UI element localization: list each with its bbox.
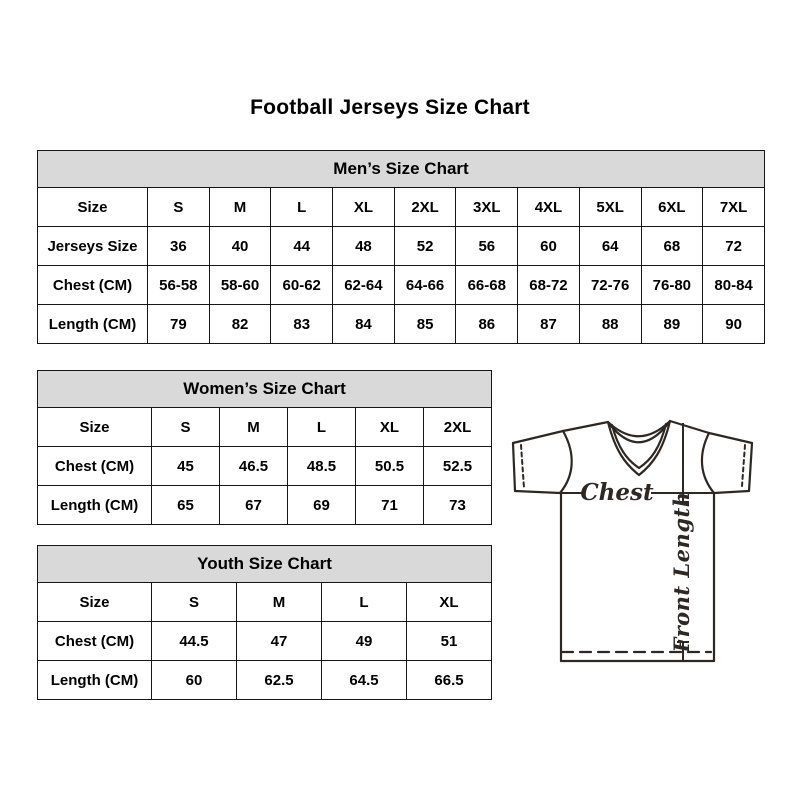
front-length-label: Front Length [669, 491, 694, 653]
col-header: XL [356, 408, 424, 447]
size-cell: 65 [152, 486, 220, 525]
size-cell: 83 [271, 305, 333, 344]
col-header: 5XL [579, 188, 641, 227]
size-cell: 45 [152, 447, 220, 486]
col-header: L [271, 188, 333, 227]
youth-table-title: Youth Size Chart [38, 546, 492, 583]
size-cell: 85 [394, 305, 456, 344]
jersey-diagram [505, 412, 767, 664]
size-cell: 52 [394, 227, 456, 266]
womens-size-chart-table [37, 370, 492, 525]
row-label: Chest (CM) [38, 447, 152, 486]
size-cell: 69 [288, 486, 356, 525]
size-cell: 80-84 [703, 266, 765, 305]
size-cell: 64.5 [322, 661, 407, 700]
col-header: 6XL [641, 188, 703, 227]
size-cell: 60 [152, 661, 237, 700]
col-header: S [152, 408, 220, 447]
table-row [38, 188, 765, 227]
chest-label: Chest [580, 479, 654, 506]
table-row [38, 305, 765, 344]
row-label: Jerseys Size [38, 227, 148, 266]
size-cell: 71 [356, 486, 424, 525]
size-cell: 49 [322, 622, 407, 661]
col-header: L [288, 408, 356, 447]
size-cell: 67 [220, 486, 288, 525]
col-header: XL [407, 583, 492, 622]
size-cell: 46.5 [220, 447, 288, 486]
size-cell: 68 [641, 227, 703, 266]
table-row [38, 408, 492, 447]
col-header: 2XL [394, 188, 456, 227]
size-cell: 64-66 [394, 266, 456, 305]
row-label: Chest (CM) [38, 622, 152, 661]
size-cell: 87 [518, 305, 580, 344]
mens-size-chart-table [37, 150, 765, 344]
mens-table-title: Men’s Size Chart [38, 151, 765, 188]
womens-table-title: Women’s Size Chart [38, 371, 492, 408]
mens-title-row [38, 151, 765, 188]
table-row [38, 447, 492, 486]
size-cell: 48 [333, 227, 395, 266]
size-cell: 82 [209, 305, 271, 344]
size-cell: 40 [209, 227, 271, 266]
page-title: Football Jerseys Size Chart [250, 96, 530, 119]
size-cell: 72 [703, 227, 765, 266]
jersey-outline [513, 421, 752, 661]
col-header: 4XL [518, 188, 580, 227]
size-cell: 90 [703, 305, 765, 344]
table-row [38, 227, 765, 266]
size-cell: 68-72 [518, 266, 580, 305]
size-cell: 73 [424, 486, 492, 525]
row-label: Length (CM) [38, 305, 148, 344]
col-header: 2XL [424, 408, 492, 447]
table-row [38, 583, 492, 622]
col-header: M [209, 188, 271, 227]
youth-title-row [38, 546, 492, 583]
col-header: 7XL [703, 188, 765, 227]
col-header: XL [333, 188, 395, 227]
size-cell: 36 [148, 227, 210, 266]
size-cell: 86 [456, 305, 518, 344]
size-cell: 47 [237, 622, 322, 661]
col-header: M [237, 583, 322, 622]
size-cell: 84 [333, 305, 395, 344]
row-label: Size [38, 188, 148, 227]
table-row [38, 486, 492, 525]
size-cell: 44 [271, 227, 333, 266]
youth-size-chart-table [37, 545, 492, 700]
col-header: L [322, 583, 407, 622]
size-cell: 79 [148, 305, 210, 344]
size-cell: 60-62 [271, 266, 333, 305]
size-cell: 62-64 [333, 266, 395, 305]
table-row [38, 266, 765, 305]
col-header: S [148, 188, 210, 227]
row-label: Length (CM) [38, 661, 152, 700]
size-cell: 51 [407, 622, 492, 661]
size-cell: 66.5 [407, 661, 492, 700]
size-cell: 64 [579, 227, 641, 266]
size-cell: 60 [518, 227, 580, 266]
size-cell: 56-58 [148, 266, 210, 305]
size-cell: 56 [456, 227, 518, 266]
size-cell: 76-80 [641, 266, 703, 305]
table-row [38, 661, 492, 700]
size-cell: 52.5 [424, 447, 492, 486]
size-cell: 44.5 [152, 622, 237, 661]
row-label: Length (CM) [38, 486, 152, 525]
size-cell: 66-68 [456, 266, 518, 305]
womens-title-row [38, 371, 492, 408]
row-label: Size [38, 583, 152, 622]
size-cell: 88 [579, 305, 641, 344]
table-row [38, 622, 492, 661]
size-cell: 62.5 [237, 661, 322, 700]
size-cell: 50.5 [356, 447, 424, 486]
col-header: 3XL [456, 188, 518, 227]
row-label: Size [38, 408, 152, 447]
col-header: M [220, 408, 288, 447]
size-cell: 72-76 [579, 266, 641, 305]
col-header: S [152, 583, 237, 622]
row-label: Chest (CM) [38, 266, 148, 305]
size-cell: 58-60 [209, 266, 271, 305]
size-cell: 48.5 [288, 447, 356, 486]
size-cell: 89 [641, 305, 703, 344]
